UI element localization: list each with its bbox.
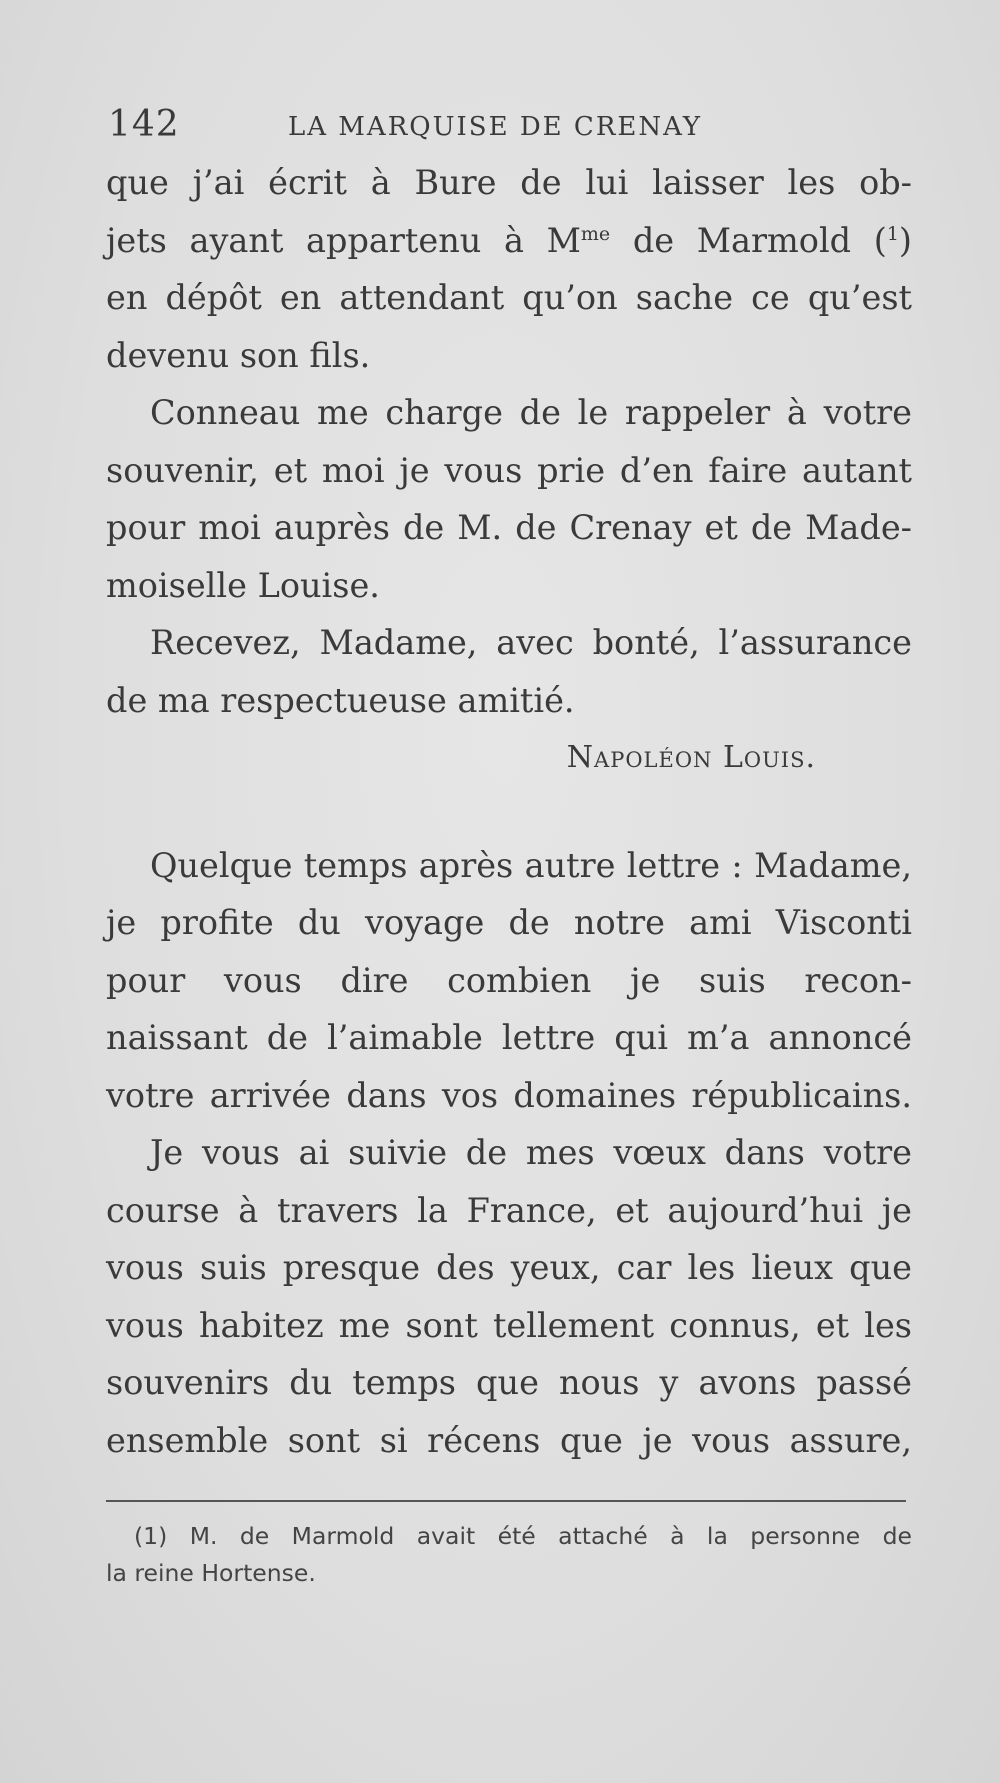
text-line: de ma respectueuse amitié. — [106, 680, 575, 720]
footnote-line: (1) M. de Marmold avait été attaché à la personne de — [134, 1522, 912, 1550]
paragraph-gap — [106, 787, 912, 837]
text-line: en dépôt en attendant qu’on sache ce qu’est — [106, 278, 912, 317]
text-line: naissant de l’aimable lettre qui m’a annoncé — [106, 1018, 912, 1057]
text-line: je profite du voyage de notre ami Visconti — [106, 903, 912, 942]
text-line: course à travers la France, et aujourd’hui je — [106, 1190, 912, 1230]
text-segment: ) — [898, 220, 912, 260]
text-line: que j’ai écrit à Bure de lui laisser les ob- — [106, 163, 912, 202]
footnote — [106, 1518, 912, 1592]
text-segment: jets ayant appartenu à M — [106, 220, 581, 260]
superscript-abbrev: me — [580, 222, 611, 245]
text-line: votre arrivée dans vos domaines républicains. — [106, 1075, 912, 1115]
text-segment: de Marmold ( — [610, 220, 887, 260]
text-line: devenu son fils. — [106, 335, 371, 375]
text-line: souvenirs du temps que nous y avons passé — [106, 1363, 912, 1402]
paragraph-start-line: Conneau me charge de le rappeler à votre — [150, 393, 912, 432]
footnote-divider — [106, 1500, 906, 1502]
footnote-line: la reine Hortense. — [106, 1559, 316, 1587]
page-number: 142 — [108, 104, 180, 145]
text-line: ensemble sont si récens que je vous assure, — [106, 1420, 912, 1460]
paragraph-start-line: Recevez, Madame, avec bonté, l’assurance — [150, 623, 912, 662]
paragraph-start-line: Je vous ai suivie de mes vœux dans votre — [150, 1133, 912, 1172]
page-header — [108, 104, 920, 154]
text-line: moiselle Louise. — [106, 565, 380, 605]
text-line: pour vous dire combien je suis recon- — [106, 960, 912, 1000]
signature: Napoléon Louis. — [566, 740, 816, 775]
text-line: vous habitez me sont tellement connus, et les — [106, 1305, 912, 1345]
text-line: vous suis presque des yeux, car les lieux que — [106, 1248, 912, 1287]
text-line — [106, 212, 912, 270]
text-line: pour moi auprès de M. de Crenay et de Made- — [106, 508, 912, 547]
text-line: souvenir, et moi je vous prie d’en faire autant — [106, 450, 912, 490]
body-text — [106, 154, 912, 1469]
footnote-reference: 1 — [886, 222, 899, 245]
paragraph-start-line: Quelque temps après autre lettre : Madame, — [150, 845, 912, 885]
running-title: LA MARQUISE DE CRENAY — [288, 112, 703, 142]
